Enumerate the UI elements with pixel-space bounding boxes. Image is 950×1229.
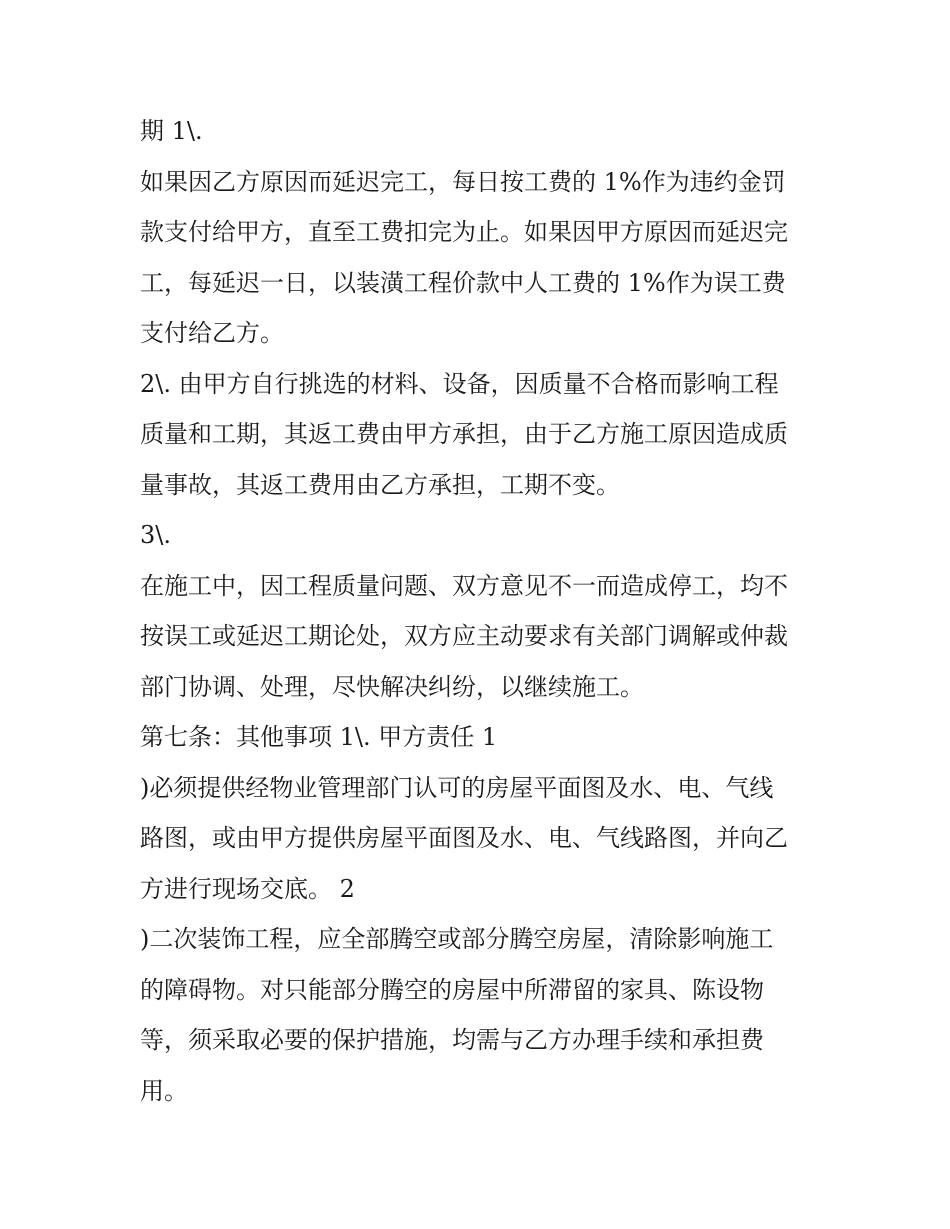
contract-text: [140, 106, 820, 1116]
text-line: 2\. 由甲方自行挑选的材料、设备，因质量不合格而影响工程: [140, 369, 779, 398]
text-line: 部门协调、处理，尽快解决纠纷，以继续施工。: [140, 672, 644, 701]
text-line: 方进行现场交底。 2: [140, 874, 355, 903]
text-line: )必须提供经物业管理部门认可的房屋平面图及水、电、气线: [140, 773, 774, 802]
text-line: 支付给乙方。: [140, 319, 284, 347]
text-line: 款支付给甲方，直至工费扣完为止。如果因甲方原因而延迟完: [140, 218, 788, 246]
text-line: 在施工中，因工程质量问题、双方意见不一而造成停工，均不: [140, 571, 788, 600]
text-line: )二次装饰工程，应全部腾空或部分腾空房屋，清除影响施工: [140, 925, 774, 953]
text-line: 工，每延迟一日，以装潢工程价款中人工费的 1%作为误工费: [140, 268, 786, 297]
text-line: 期 1\.: [140, 117, 203, 145]
text-line: 如果因乙方原因而延迟完工，每日按工费的 1%作为违约金罚: [140, 167, 786, 196]
section-heading: 第七条：其他事项 1\. 甲方责任 1: [140, 723, 498, 751]
text-line: 按误工或延迟工期论处，双方应主动要求有关部门调解或仲裁: [140, 622, 788, 650]
text-line: 等，须采取必要的保护措施，均需与乙方办理手续和承担费: [140, 1026, 764, 1054]
text-line: 路图，或由甲方提供房屋平面图及水、电、气线路图，并向乙: [140, 824, 788, 852]
text-line: 用。: [140, 1076, 188, 1105]
text-line: 3\.: [140, 521, 171, 549]
text-line: 的障碍物。对只能部分腾空的房屋中所滞留的家具、陈设物: [140, 975, 764, 1004]
text-line: 质量和工期，其返工费由甲方承担，由于乙方施工原因造成质: [140, 420, 788, 448]
text-line: 量事故，其返工费用由乙方承担，工期不变。: [140, 470, 620, 499]
